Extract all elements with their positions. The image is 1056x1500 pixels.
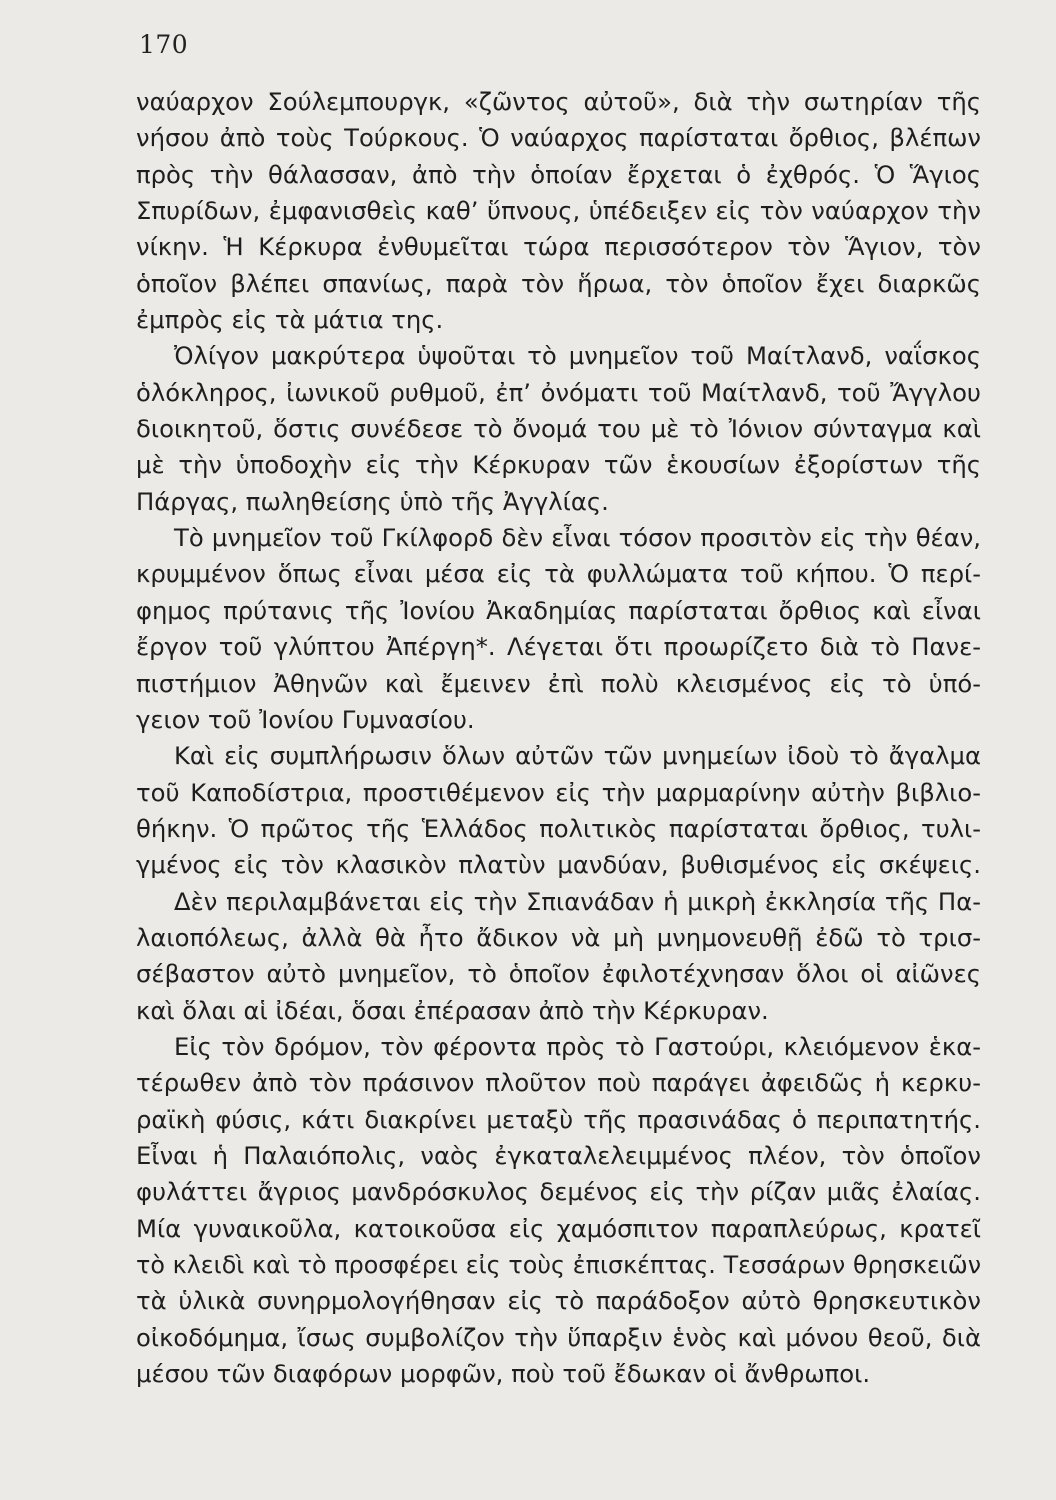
text-line: Πάργας, πωληθείσης ὑπὸ τῆς Ἀγγλίας. xyxy=(136,486,609,516)
text-line: γμένος εἰς τὸν κλασικὸν πλατὺν μανδύαν, βυθισμένος εἰς σκέψεις. xyxy=(136,850,981,880)
text-line: Εἰς τὸν δρόμον, τὸν φέροντα πρὸς τὸ Γαστούρι, κλειόμενον ἑκα- xyxy=(174,1031,981,1061)
text-line: νήσου ἀπὸ τοὺς Τούρκους. Ὁ ναύαρχος παρίσταται ὄρθιος, βλέπων xyxy=(136,123,981,153)
text-line: ἐμπρὸς εἰς τὰ μάτια της. xyxy=(136,305,444,335)
text-line: νίκην. Ἡ Κέρκυρα ἐνθυμεῖται τώρα περισσότερον τὸν Ἅγιον, τὸν xyxy=(136,232,981,262)
text-line: μέσου τῶν διαφόρων μορφῶν, ποὺ τοῦ ἔδωκαν οἱ ἄνθρωποι. xyxy=(136,1359,871,1389)
text-line: Δὲν περιλαμβάνεται εἰς τὴν Σπιανάδαν ἡ μικρὴ ἐκκλησία τῆς Πα- xyxy=(174,886,981,916)
text-line: Σπυρίδων, ἐμφανισθεὶς καθ’ ὕπνους, ὑπέδειξεν εἰς τὸν ναύαρχον τὴν xyxy=(136,196,981,226)
text-line: Εἶναι ἡ Παλαιόπολις, ναὸς ἐγκαταλελειμμένος πλέον, τὸν ὁποῖον xyxy=(136,1140,981,1170)
text-line: πρὸς τὴν θάλασσαν, ἀπὸ τὴν ὁποίαν ἔρχεται ὁ ἐχθρός. Ὁ Ἅγιος xyxy=(136,159,981,189)
text-line: γειον τοῦ Ἰονίου Γυμνασίου. xyxy=(136,704,475,734)
text-line: διοικητοῦ, ὅστις συνέδεσε τὸ ὄνομά του μὲ τὸ Ἰόνιον σύνταγμα καὶ xyxy=(136,414,981,444)
text-line: ἔργον τοῦ γλύπτου Ἀπέργη*. Λέγεται ὅτι προωρίζετο διὰ τὸ Πανε- xyxy=(136,632,981,662)
page-number: 170 xyxy=(139,30,189,59)
text-line: τὰ ὑλικὰ συνηρμολογήθησαν εἰς τὸ παράδοξον αὐτὸ θρησκευτικὸν xyxy=(136,1286,981,1316)
body-text xyxy=(136,84,981,1392)
text-line: μὲ τὴν ὑποδοχὴν εἰς τὴν Κέρκυραν τῶν ἑκουσίων ἐξορίστων τῆς xyxy=(136,450,981,480)
text-line: λαιοπόλεως, ἀλλὰ θὰ ἦτο ἄδικον νὰ μὴ μνημονευθῇ ἐδῶ τὸ τρισ- xyxy=(136,922,981,952)
text-line: τέρωθεν ἀπὸ τὸν πράσινον πλοῦτον ποὺ παράγει ἀφειδῶς ἡ κερκυ- xyxy=(136,1068,981,1098)
text-line: Μία γυναικοῦλα, κατοικοῦσα εἰς χαμόσπιτον παραπλεύρως, κρατεῖ xyxy=(136,1213,981,1243)
text-line: καὶ ὅλαι αἱ ἰδέαι, ὅσαι ἐπέρασαν ἀπὸ τὴν Κέρκυραν. xyxy=(136,995,769,1025)
text-line: σέβαστον αὐτὸ μνημεῖον, τὸ ὁποῖον ἐφιλοτέχνησαν ὅλοι οἱ αἰῶνες xyxy=(136,959,981,989)
text-line: ὁλόκληρος, ἰωνικοῦ ρυθμοῦ, ἐπ’ ὀνόματι τοῦ Μαίτλανδ, τοῦ Ἄγγλου xyxy=(136,377,981,407)
text-line: ραϊκὴ φύσις, κάτι διακρίνει μεταξὺ τῆς πρασινάδας ὁ περιπατητής. xyxy=(136,1104,981,1134)
text-line: θήκην. Ὁ πρῶτος τῆς Ἑλλάδος πολιτικὸς παρίσταται ὄρθιος, τυλι- xyxy=(136,813,981,843)
text-line: πιστήμιον Ἀθηνῶν καὶ ἔμεινεν ἐπὶ πολὺ κλεισμένος εἰς τὸ ὑπό- xyxy=(136,668,981,698)
text-line: φυλάττει ἄγριος μανδρόσκυλος δεμένος εἰς τὴν ρίζαν μιᾶς ἐλαίας. xyxy=(136,1177,981,1207)
text-line: φημος πρύτανις τῆς Ἰονίου Ἀκαδημίας παρίσταται ὄρθιος καὶ εἶναι xyxy=(136,595,981,625)
text-line: ναύαρχον Σούλεμπουργκ, «ζῶντος αὐτοῦ», διὰ τὴν σωτηρίαν τῆς xyxy=(136,87,981,116)
text-line: Ὀλίγον μακρύτερα ὑψοῦται τὸ μνημεῖον τοῦ Μαίτλανδ, ναΐσκος xyxy=(174,341,981,371)
text-line: Τὸ μνημεῖον τοῦ Γκίλφορδ δὲν εἶναι τόσον προσιτὸν εἰς τὴν θέαν, xyxy=(174,523,981,553)
text-line: κρυμμένον ὅπως εἶναι μέσα εἰς τὰ φυλλώματα τοῦ κήπου. Ὁ περί- xyxy=(136,559,981,589)
text-line: τὸ κλειδὶ καὶ τὸ προσφέρει εἰς τοὺς ἐπισκέπτας. Τεσσάρων θρησκειῶν xyxy=(136,1251,981,1279)
text-line: ὁποῖον βλέπει σπανίως, παρὰ τὸν ἥρωα, τὸν ὁποῖον ἔχει διαρκῶς xyxy=(136,268,981,298)
text-line: οἰκοδόμημα, ἴσως συμβολίζον τὴν ὕπαρξιν ἑνὸς καὶ μόνου θεοῦ, διὰ xyxy=(136,1322,981,1352)
text-line: Καὶ εἰς συμπλήρωσιν ὅλων αὐτῶν τῶν μνημείων ἰδοὺ τὸ ἄγαλμα xyxy=(174,741,981,771)
text-line: τοῦ Καποδίστρια, προστιθέμενον εἰς τὴν μαρμαρίνην αὐτὴν βιβλιο- xyxy=(136,777,981,807)
